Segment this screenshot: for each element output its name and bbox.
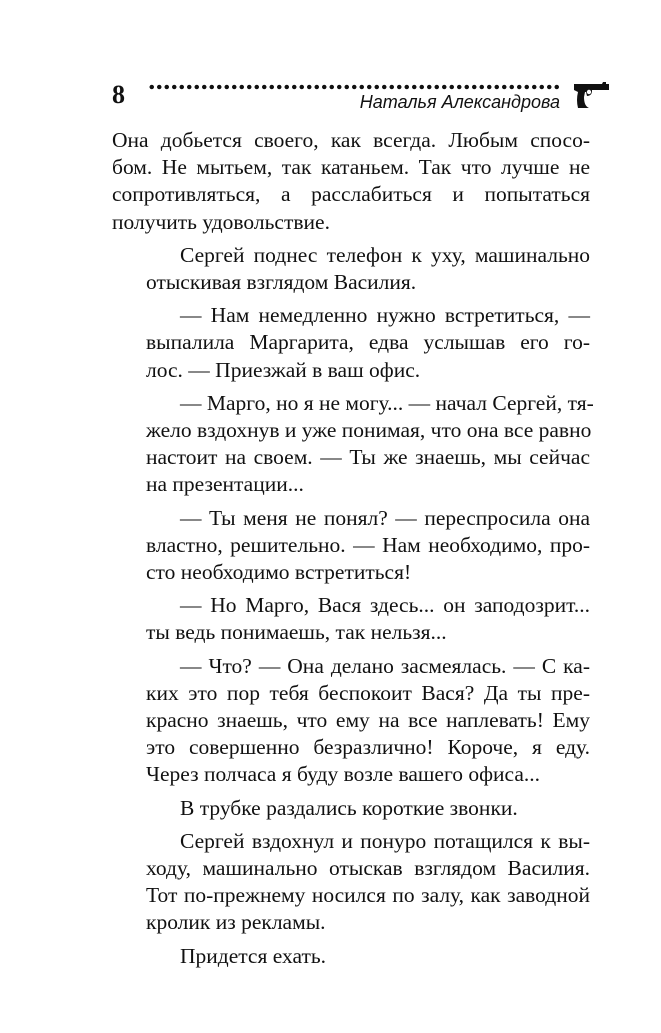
text-line: сто необходимо встретиться! xyxy=(146,560,412,585)
page-number: 8 xyxy=(112,80,125,109)
paragraph xyxy=(112,242,590,296)
paragraph xyxy=(112,795,590,822)
text-line: В трубке раздались короткие звонки. xyxy=(180,795,518,820)
body-text xyxy=(112,127,594,976)
text-line: на презентации... xyxy=(146,472,304,497)
paragraph xyxy=(112,390,594,499)
text-line: — Марго, но я не могу... — начал Сергей, тя- xyxy=(180,390,594,415)
text-line: красно знаешь, что ему на все наплевать! Ему xyxy=(146,708,590,733)
text-line: ходу, машинально отыскав взглядом Василия. xyxy=(146,856,590,881)
text-line: Она добьется своего, как всегда. Любым спосо- xyxy=(112,128,590,152)
text-line: получить удовольствие. xyxy=(112,209,330,234)
text-line: Сергей вздохнул и понуро потащился к вы- xyxy=(180,828,590,853)
text-line: — Ты меня не понял? — переспросила она xyxy=(180,505,590,530)
text-line: Придется ехать. xyxy=(180,943,327,968)
text-line: Тот по-прежнему носился по залу, как заводной xyxy=(146,883,590,908)
paragraph xyxy=(112,653,590,789)
text-line: — Нам немедленно нужно встретиться, — xyxy=(180,303,590,328)
paragraph xyxy=(112,592,590,646)
running-header-author: Наталья Александрова xyxy=(359,92,560,112)
paragraph xyxy=(112,828,590,937)
dotted-rule xyxy=(148,84,561,90)
text-line: — Что? — Она делано засмеялась. — С ка- xyxy=(180,653,590,678)
text-line: кролик из рекламы. xyxy=(146,910,326,935)
text-line: Сергей поднес телефон к уху, машинально xyxy=(180,242,590,267)
text-line: — Но Марго, Вася здесь... он заподозрит... xyxy=(180,593,590,618)
text-line: ты ведь понимаешь, так нельзя... xyxy=(146,620,447,645)
paragraph xyxy=(112,127,590,236)
text-line: ких это пор тебя беспокоит Вася? Да ты пре- xyxy=(146,680,590,705)
paragraph xyxy=(112,302,590,384)
text-line: это совершенно безразлично! Короче, я еду. xyxy=(146,735,590,760)
paragraph xyxy=(112,943,590,970)
text-line: лос. — Приезжай в ваш офис. xyxy=(146,357,421,382)
text-line: бом. Не мытьем, так катаньем. Так что лучше не xyxy=(112,155,590,180)
text-line: выпалила Маргарита, едва услышав его го- xyxy=(146,330,590,355)
paragraph xyxy=(112,505,590,587)
text-line: Через полчаса я буду возле вашего офиса... xyxy=(146,762,541,787)
revolver-icon xyxy=(572,80,612,110)
text-line: жело вздохнув и уже понимая, что она все равно xyxy=(146,418,592,443)
text-line: сопротивляться, а расслабиться и попытаться xyxy=(112,182,590,207)
text-line: настоит на своем. — Ты же знаешь, мы сейчас xyxy=(146,445,590,470)
text-line: отыскивая взглядом Василия. xyxy=(146,270,417,295)
text-line: властно, решительно. — Нам необходимо, про- xyxy=(146,532,590,557)
